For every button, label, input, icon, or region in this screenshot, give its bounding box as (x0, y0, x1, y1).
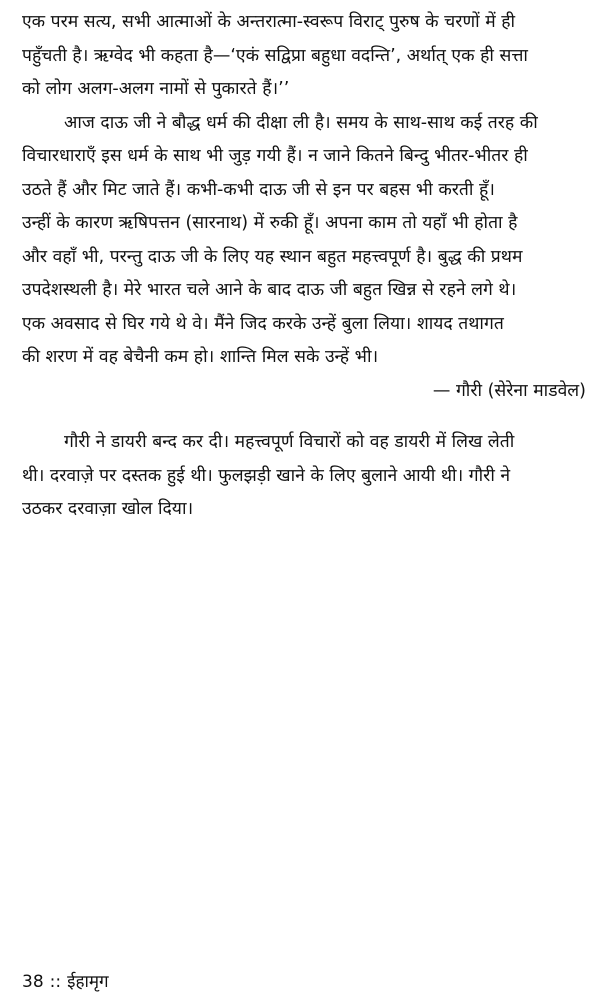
text-line: को लोग अलग-अलग नामों से पुकारते हैं।’’ (22, 79, 290, 99)
document-page (22, 6, 586, 527)
page-footer (22, 970, 109, 994)
text-line: पहुँचती है। ऋग्वेद भी कहता है—‘एकं सद्विप्रा बहुधा वदन्ति’, अर्थात् एक ही सत्ता (22, 45, 528, 66)
paragraph-diary-entry (22, 107, 586, 375)
text-line: थी। दरवाज़े पर दस्तक हुई थी। फुलझड़ी खाने के लिए बुलाने आयी थी। गौरी ने (22, 465, 511, 486)
diary-signature: — गौरी (सेरेना माडवेल) (432, 380, 586, 401)
text-line: उठते हैं और मिट जाते हैं। कभी-कभी दाऊ जी से इन पर बहस भी करती हूँ। (22, 179, 495, 200)
text-line: एक परम सत्य, सभी आत्माओं के अन्तरात्मा-स्वरूप विराट् पुरुष के चरणों में ही (22, 12, 516, 32)
text-line: की शरण में वह बेचैनी कम हो। शान्ति मिल सके उन्हें भी। (22, 347, 379, 367)
paragraph-closing (22, 426, 586, 527)
text-line: और वहाँ भी, परन्तु दाऊ जी के लिए यह स्थान बहुत महत्त्वपूर्ण है। बुद्ध की प्रथम (22, 246, 523, 267)
text-line: एक अवसाद से घिर गये थे वे। मैंने जिद करके उन्हें बुला लिया। शायद तथागत (22, 313, 504, 334)
page-number: 38 (22, 972, 44, 992)
text-line: गौरी ने डायरी बन्द कर दी। महत्त्वपूर्ण विचारों को वह डायरी में लिख लेती (64, 432, 515, 452)
paragraph-quote-ending (22, 6, 586, 107)
text-line: उपदेशस्थली है। मेरे भारत चले आने के बाद दाऊ जी बहुत खिन्न से रहने लगे थे। (22, 280, 517, 300)
paragraph-gap (22, 408, 586, 426)
text-line: उठकर दरवाज़ा खोल दिया। (22, 499, 194, 519)
footer-separator: :: (49, 972, 62, 992)
text-line: विचारधाराएँ इस धर्म के साथ भी जुड़ गयी हैं। न जाने कितने बिन्दु भीतर-भीतर ही (22, 146, 528, 166)
text-line: उन्हीं के कारण ऋषिपत्तन (सारनाथ) में रुकी हूँ। अपना काम तो यहाँ भी होता है (22, 213, 518, 233)
book-title: ईहामृग (67, 972, 109, 992)
text-line: आज दाऊ जी ने बौद्ध धर्म की दीक्षा ली है। समय के साथ-साथ कई तरह की (64, 112, 538, 133)
